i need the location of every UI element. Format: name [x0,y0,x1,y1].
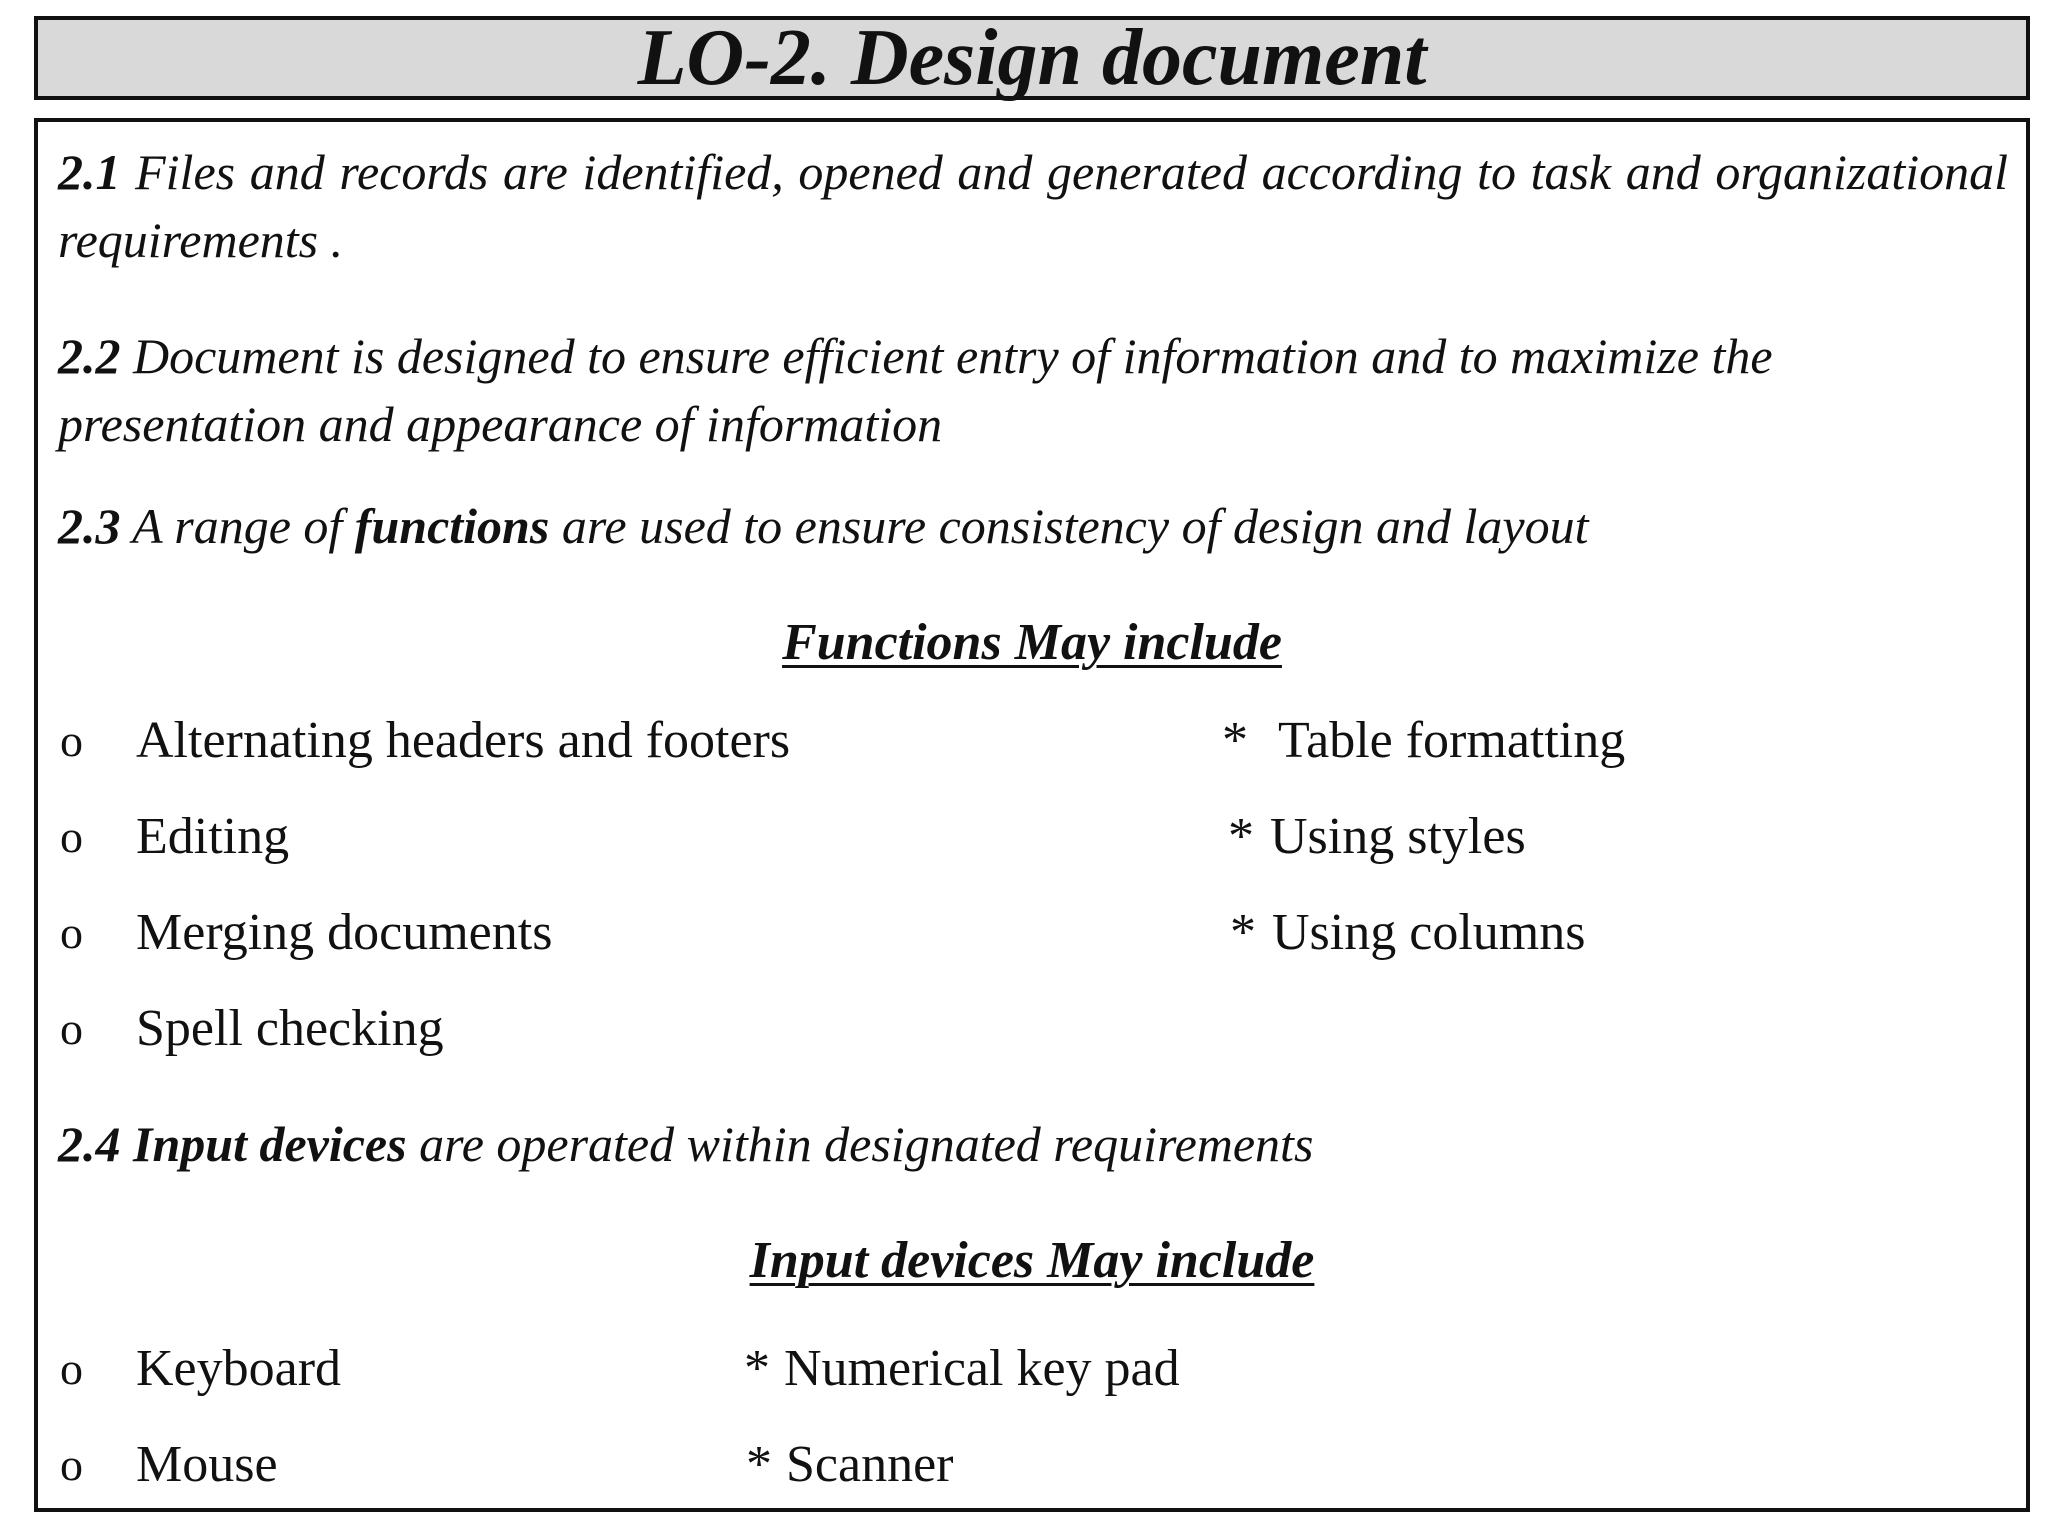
function-item: Alternating headers and footers [136,712,791,769]
item-2-2 [58,322,2008,458]
title-bar [34,16,2030,100]
asterisk-icon: * [744,1340,770,1397]
asterisk-icon: * [746,1436,772,1493]
input-device-item: Keyboard [136,1340,342,1397]
bullet-icon: o [60,811,83,862]
item-2-3 [58,492,2008,560]
item-number: 2.3 [58,498,121,554]
function-item: Table formatting [1278,712,1626,769]
asterisk-icon: * [1228,808,1254,865]
function-item: Merging documents [136,904,553,961]
item-text: A range of [132,498,343,554]
bullet-icon: o [60,907,83,958]
item-number: 2.1 [58,144,121,200]
input-devices-heading: Input devices May include [749,1232,1315,1289]
page-title: LO-2. Design document [637,14,1427,102]
item-2-4 [58,1110,2008,1178]
input-device-item: Scanner [786,1436,954,1493]
bullet-icon: o [60,715,83,766]
item-text: are used to ensure consistency of design and layout [561,498,1589,554]
function-item: Using columns [1272,904,1586,961]
item-emphasis: functions [354,498,550,554]
item-text: Document is designed to ensure efficient entry of information and to maximize the presentation and appearance of information [58,328,1773,452]
item-text: Files and records are identified, opened and generated according to task and organizational requirements . [58,144,2008,268]
function-item: Spell checking [136,1000,444,1057]
asterisk-icon: * [1222,712,1248,769]
input-device-item: Numerical key pad [784,1340,1180,1397]
item-text: are operated within designated requirements [419,1116,1314,1172]
item-number: 2.2 [58,328,121,384]
item-number: 2.4 [58,1116,121,1172]
content-box [34,118,2030,1512]
functions-heading: Functions May include [782,614,1282,671]
asterisk-icon: * [1230,904,1256,961]
bullet-icon: o [60,1003,83,1054]
bullet-icon: o [60,1343,83,1394]
function-item: Using styles [1270,808,1526,865]
function-item: Editing [136,808,290,865]
bullet-icon: o [60,1439,83,1490]
item-emphasis: Input devices [133,1116,407,1172]
item-2-1 [58,138,2008,274]
input-device-item: Mouse [136,1436,278,1493]
